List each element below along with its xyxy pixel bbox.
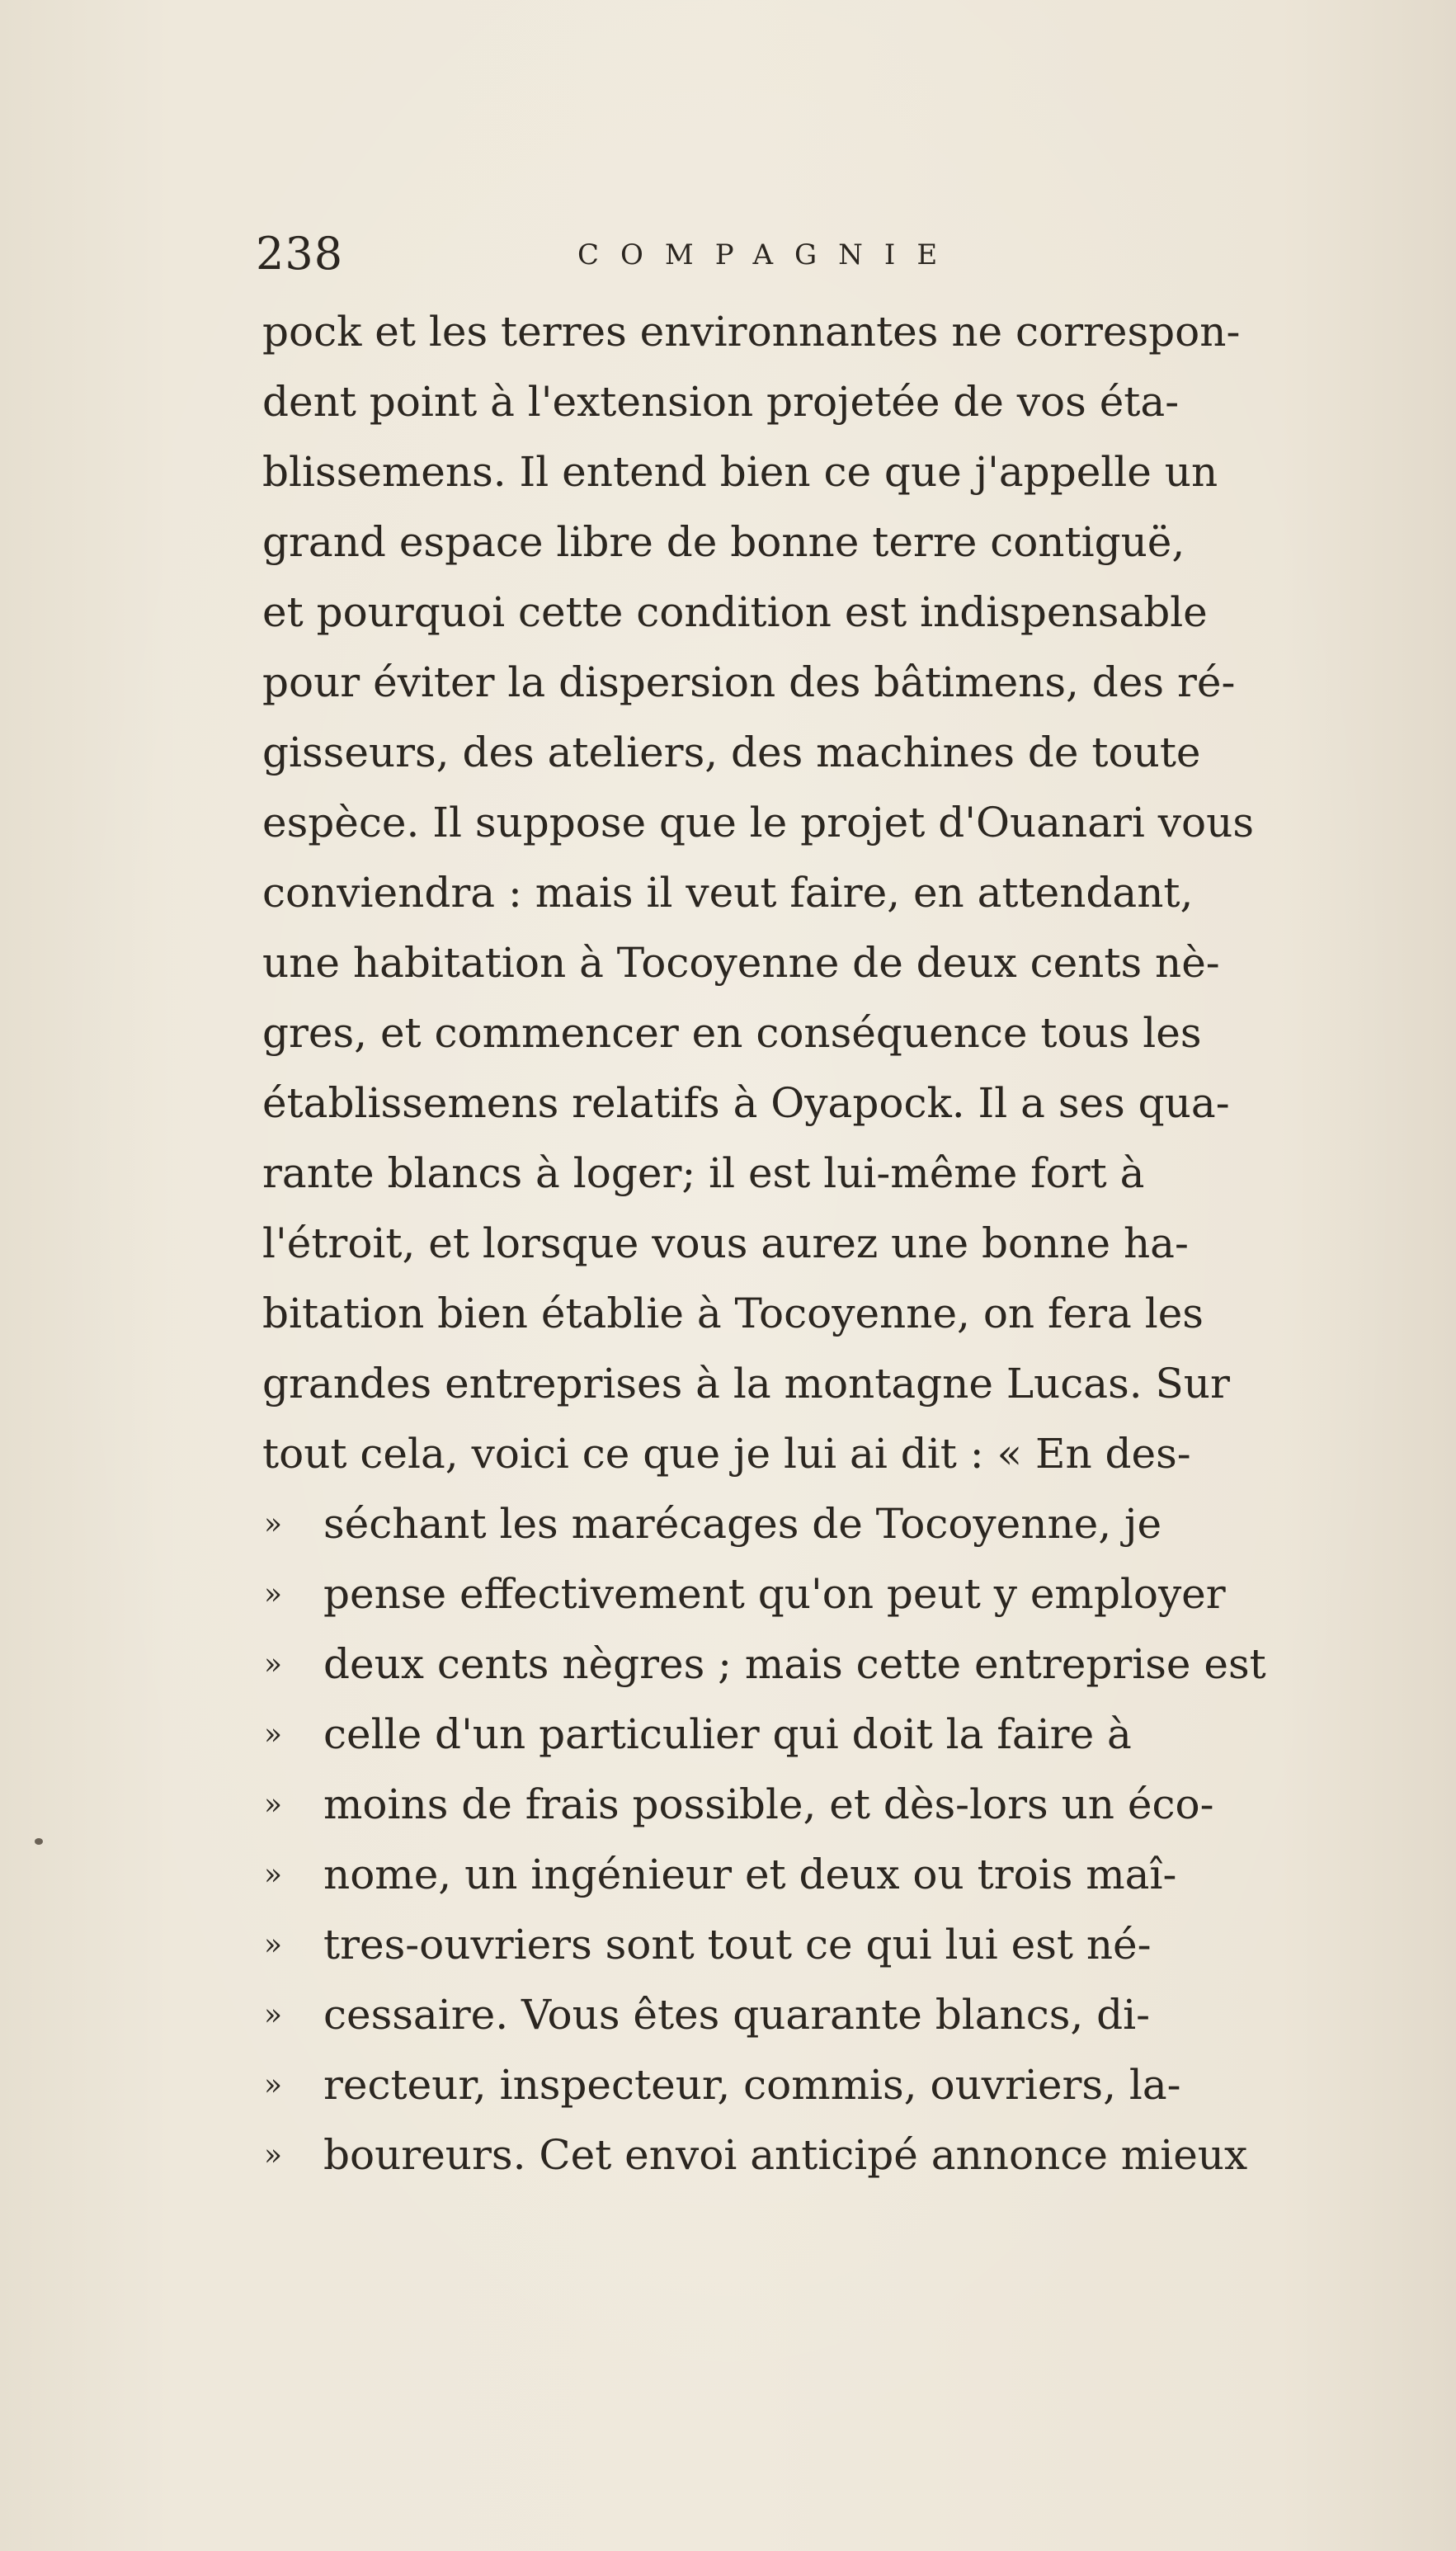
text-line: établissemens relatifs à Oyapock. Il a ses qua- [262,1079,1230,1127]
quoted-line: » recteur, inspecteur, commis, ouvriers, la- [262,2050,1392,2120]
quoted-line: » tres-ouvriers sont tout ce qui lui est né- [262,1910,1392,1980]
text-line: rante blancs à loger; il est lui-même fort à [262,1149,1145,1197]
text-line: espèce. Il suppose que le projet d'Ouanari vous [262,799,1255,846]
text-line: gisseurs, des ateliers, des machines de toute [262,729,1201,776]
text-line: pour éviter la dispersion des bâtimens, des ré- [262,658,1236,706]
page-number: 238 [256,228,344,280]
text-line: dent point à l'extension projetée de vos éta- [262,378,1180,426]
text-line: pock et les terres environnantes ne correspon- [262,308,1241,356]
page-header [256,221,1411,287]
quoted-line: » pense effectivement qu'on peut y employer [262,1559,1392,1629]
quoted-line: » nome, un ingénieur et deux ou trois maî- [262,1840,1392,1910]
text-line: l'étroit, et lorsque vous aurez une bonne ha- [262,1219,1189,1267]
text-line: grandes entreprises à la montagne Lucas. Sur [262,1360,1230,1408]
quoted-line: » moins de frais possible, et dès-lors un éco- [262,1770,1392,1840]
quote-mark: » [264,1648,283,1681]
quoted-line: » celle d'un particulier qui doit la faire à [262,1700,1392,1770]
text-line: une habitation à Tocoyenne de deux cents nè- [262,939,1220,987]
quoted-line: » séchant les marécages de Tocoyenne, je [262,1489,1392,1559]
body-text [262,297,1392,2190]
quote-mark: » [264,1507,283,1541]
quoted-line: » cessaire. Vous êtes quarante blancs, di- [262,1980,1392,2050]
quote-mark: » [264,1998,283,2032]
quoted-line: » deux cents nègres ; mais cette entreprise est [262,1629,1392,1700]
quote-mark: » [264,2068,283,2102]
text-line: grand espace libre de bonne terre contiguë, [262,518,1185,566]
text-line: conviendra : mais il veut faire, en attendant, [262,869,1194,917]
paper-spot [35,1838,43,1845]
text-line: gres, et commencer en conséquence tous les [262,1009,1202,1057]
text-line: tout cela, voici ce que je lui ai dit : « En des- [262,1430,1191,1478]
text-line: bitation bien établie à Tocoyenne, on fera les [262,1290,1204,1337]
quote-mark: » [264,1577,283,1611]
quote-mark: » [264,2138,283,2172]
quoted-line: » boureurs. Cet envoi anticipé annonce mieux [262,2120,1392,2190]
quote-mark: » [264,1788,283,1822]
text-line: blissemens. Il entend bien ce que j'appelle un [262,448,1218,496]
quote-mark: » [264,1718,283,1752]
running-title: COMPAGNIE [577,238,959,271]
quote-mark: » [264,1928,283,1962]
text-line: et pourquoi cette condition est indispensable [262,588,1208,636]
quote-mark: » [264,1858,283,1892]
